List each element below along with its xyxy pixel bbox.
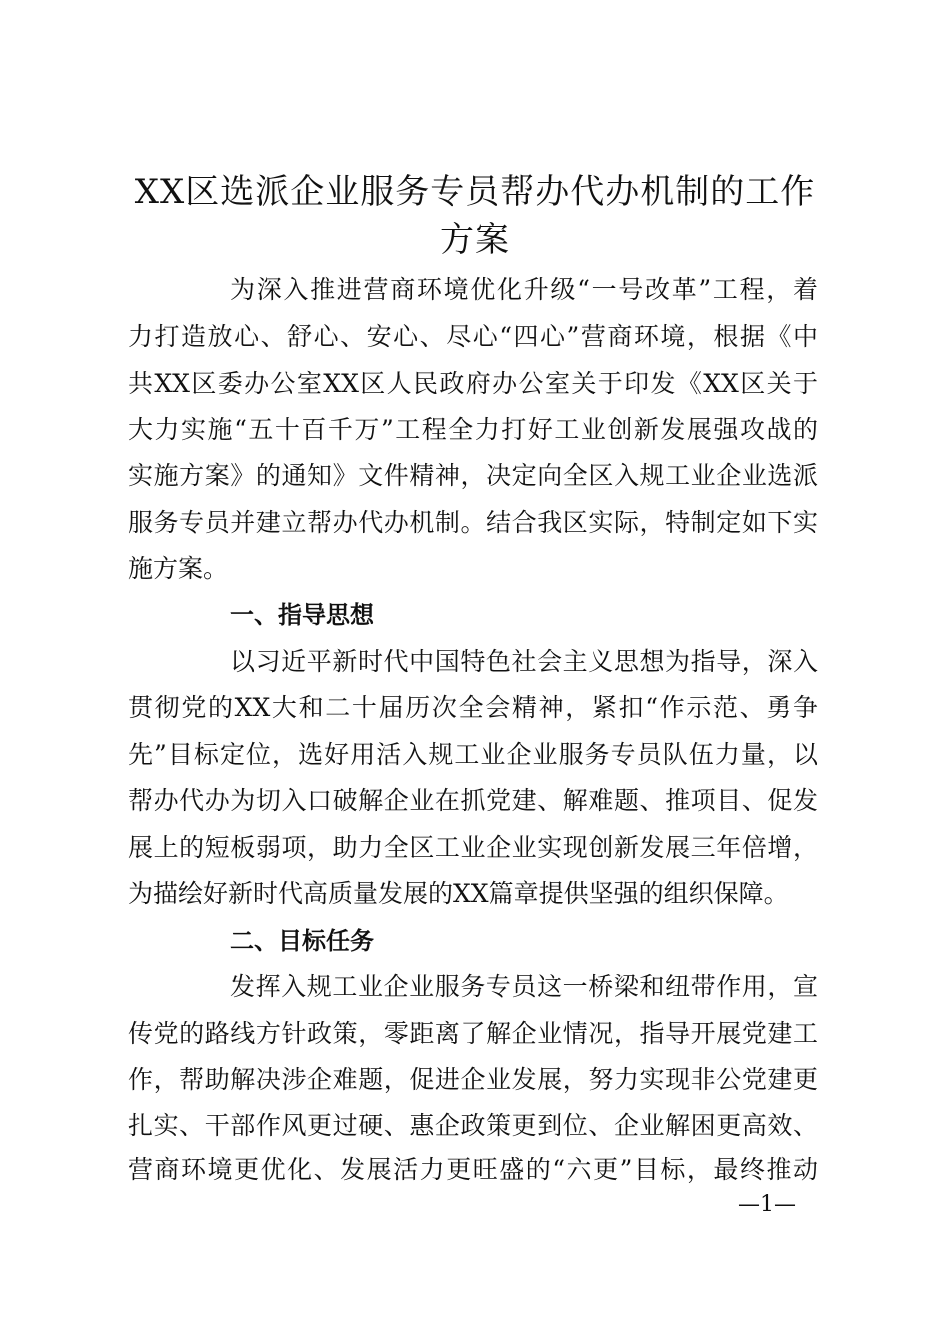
section1-paragraph-line: 贯彻党的XX大和二十届历次全会精神，紧扣“作示范、勇争 [128, 693, 818, 722]
section1-paragraph-line: 为描绘好新时代高质量发展的XX篇章提供坚强的组织保障。 [128, 879, 789, 908]
section2-paragraph-line: 扎实、干部作风更过硬、惠企政策更到位、企业解困更高效、 [128, 1111, 818, 1140]
section2-paragraph-line: 传党的路线方针政策，零距离了解企业情况，指导开展党建工 [128, 1019, 818, 1048]
intro-paragraph-line: 力打造放心、舒心、安心、尽心“四心”营商环境，根据《中 [128, 322, 818, 351]
intro-paragraph-line: 共XX区委办公室XX区人民政府办公室关于印发《XX区关于 [128, 369, 818, 398]
section1-paragraph-line: 展上的短板弱项，助力全区工业企业实现创新发展三年倍增， [128, 833, 818, 862]
section2-paragraph-line: 作，帮助解决涉企难题，促进企业发展，努力实现非公党建更 [128, 1065, 818, 1094]
intro-paragraph-line: 服务专员并建立帮办代办机制。结合我区实际，特制定如下实 [128, 508, 818, 537]
section1-paragraph-line: 先”目标定位，选好用活入规工业企业服务专员队伍力量，以 [128, 740, 818, 769]
section-heading-guiding-thought: 一、指导思想 [230, 601, 374, 629]
section-heading-goals-tasks: 二、目标任务 [230, 927, 374, 955]
intro-paragraph-line: 大力实施“五十百千万”工程全力打好工业创新发展强攻战的 [128, 415, 818, 444]
intro-paragraph-line: 为深入推进营商环境优化升级“一号改革”工程，着 [230, 275, 818, 304]
document-title-line-2: 方案 [440, 220, 510, 260]
section1-paragraph-line: 帮办代办为切入口破解企业在抓党建、解难题、推项目、促发 [128, 786, 818, 815]
section1-paragraph-line: 以习近平新时代中国特色社会主义思想为指导，深入 [230, 647, 818, 676]
section2-paragraph-line: 发挥入规工业企业服务专员这一桥梁和纽带作用，宣 [230, 972, 818, 1001]
page-number: —1— [738, 1192, 796, 1217]
intro-paragraph-line: 实施方案》的通知》文件精神，决定向全区入规工业企业选派 [128, 461, 818, 490]
intro-paragraph-line: 施方案。 [128, 554, 229, 583]
section2-paragraph-line: 营商环境更优化、发展活力更旺盛的“六更”目标，最终推动 [128, 1155, 818, 1184]
document-title-line-1: XX区选派企业服务专员帮办代办机制的工作 [134, 172, 816, 212]
